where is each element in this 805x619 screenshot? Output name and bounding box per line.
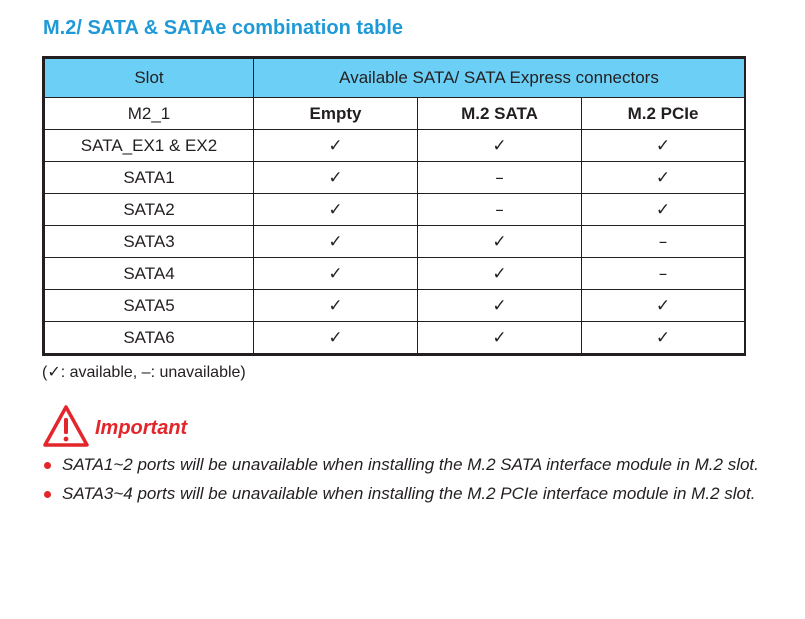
warning-triangle-icon: [42, 404, 90, 448]
important-heading: [42, 404, 187, 448]
cell-m2-sata: ✓: [418, 226, 582, 258]
cell-m2-sata: ✓: [418, 258, 582, 290]
cell-m2-sata: –: [418, 162, 582, 194]
table-header-row: [45, 59, 745, 98]
cell-empty: ✓: [254, 162, 418, 194]
row-slot-label: SATA1: [45, 162, 254, 194]
bullet-icon: [44, 462, 51, 469]
list-item: [42, 483, 762, 505]
cell-empty: ✓: [254, 130, 418, 162]
table-row: [45, 258, 745, 290]
row-slot-label: SATA4: [45, 258, 254, 290]
page-title: M.2/ SATA & SATAe combination table: [43, 17, 404, 39]
list-item-text: SATA3~4 ports will be unavailable when installing the M.2 PCIe interface module in M.2 slot.: [62, 484, 756, 503]
subheader-m2-sata: M.2 SATA: [418, 98, 582, 130]
cell-m2-pcie: –: [582, 258, 745, 290]
cell-empty: ✓: [254, 322, 418, 354]
cell-empty: ✓: [254, 226, 418, 258]
subheader-m2-slot: M2_1: [45, 98, 254, 130]
row-slot-label: SATA5: [45, 290, 254, 322]
cell-m2-pcie: ✓: [582, 194, 745, 226]
cell-m2-pcie: ✓: [582, 162, 745, 194]
table-row: [45, 130, 745, 162]
important-label: Important: [95, 416, 188, 439]
subheader-empty: Empty: [254, 98, 418, 130]
table-subheader-row: [45, 98, 745, 130]
row-slot-label: SATA2: [45, 194, 254, 226]
table-row: [45, 290, 745, 322]
important-list: [42, 454, 762, 512]
header-slot: Slot: [45, 59, 254, 98]
list-item-text: SATA1~2 ports will be unavailable when installing the M.2 SATA interface module in M.2 slot.: [62, 455, 759, 474]
header-available-connectors: Available SATA/ SATA Express connectors: [254, 59, 745, 98]
cell-m2-pcie: ✓: [582, 130, 745, 162]
cell-m2-pcie: ✓: [582, 290, 745, 322]
combination-table: [42, 56, 746, 356]
cell-m2-sata: ✓: [418, 130, 582, 162]
table-row: [45, 162, 745, 194]
cell-m2-pcie: ✓: [582, 322, 745, 354]
table-row: [45, 322, 745, 354]
cell-m2-sata: –: [418, 194, 582, 226]
cell-m2-sata: ✓: [418, 290, 582, 322]
table-legend: (✓: available, –: unavailable): [42, 364, 246, 381]
row-slot-label: SATA6: [45, 322, 254, 354]
subheader-m2-pcie: M.2 PCIe: [582, 98, 745, 130]
cell-empty: ✓: [254, 290, 418, 322]
cell-m2-sata: ✓: [418, 322, 582, 354]
row-slot-label: SATA3: [45, 226, 254, 258]
bullet-icon: [44, 491, 51, 498]
row-slot-label: SATA_EX1 & EX2: [45, 130, 254, 162]
cell-empty: ✓: [254, 194, 418, 226]
table-row: [45, 226, 745, 258]
cell-m2-pcie: –: [582, 226, 745, 258]
list-item: [42, 454, 762, 476]
cell-empty: ✓: [254, 258, 418, 290]
table-row: [45, 194, 745, 226]
